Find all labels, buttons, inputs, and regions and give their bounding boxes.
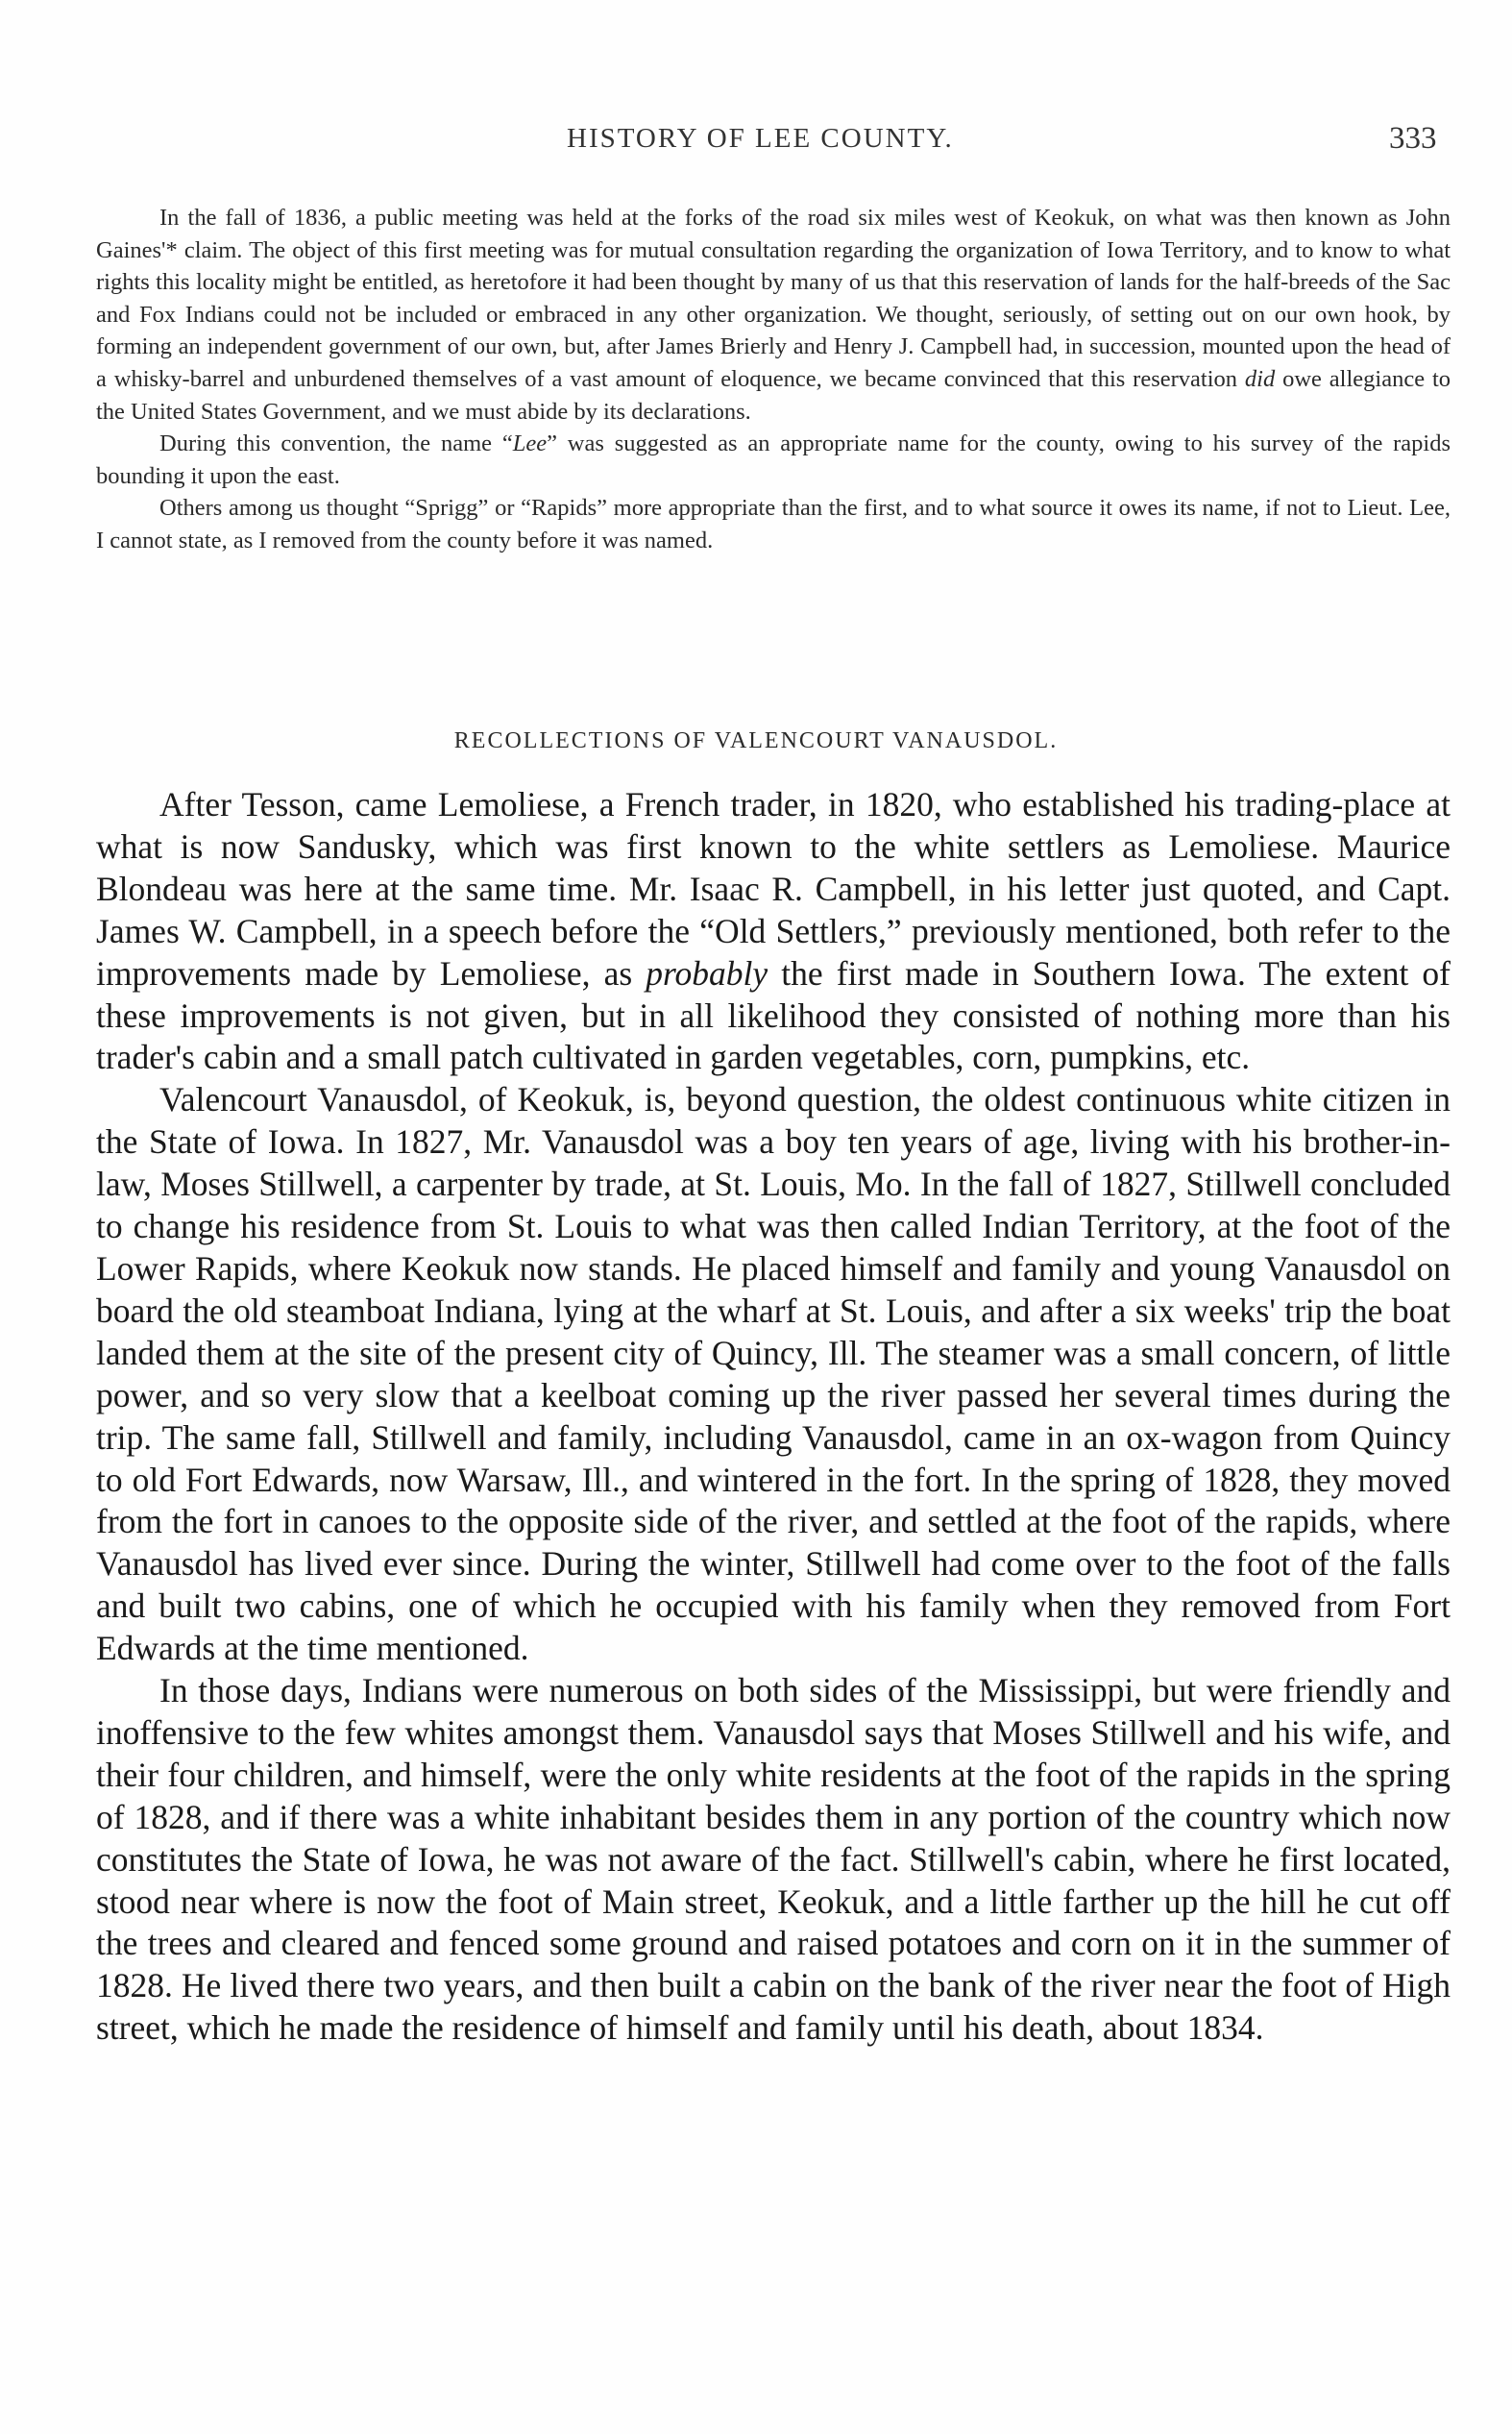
body-emphasis: probably [646, 953, 768, 993]
quote-paragraph [96, 428, 1451, 492]
quote-paragraph [96, 492, 1451, 556]
body-text-run: After Tesson, came Lemoliese, a French trader, in 1820, who established his trading-place at what is now Sandusky, which was first known to the white settlers as Lemoliese. Maurice Blondeau was here at the same time. Mr. Isaac R. Campbell, in his letter just quoted, and Capt. James W. Campbell, in a speech before the “Old Settlers,” previously mentioned, both refer to the improvements made by Lemoliese, as [96, 785, 1451, 993]
body-text [96, 784, 1451, 2050]
quote-text: ” was suggested as an appropriate name for the county, owing to his survey of the rapids bounding it upon the east. [96, 430, 1451, 489]
body-paragraph: Valencourt Vanausdol, of Keokuk, is, beyond question, the oldest continuous white citizen in the State of Iowa. In 1827, Mr. Vanausdol was a boy ten years of age, living with his brother-in-law, Moses Stillwell, a carpenter by trade, at St. Louis, Mo. In the fall of 1827, Stillwell concluded to change his residence from St. Louis to what was then called Indian Territory, at the foot of the Lower Rapids, where Keokuk now stands. He placed himself and family and young Vanausdol on board the old steamboat Indiana, lying at the wharf at St. Louis, and after a six weeks' trip the boat landed them at the site of the present city of Quincy, Ill. The steamer was a small concern, of little power, and so very slow that a keelboat coming up the river passed her several times during the trip. The same fall, Stillwell and family, including Vanausdol, came in an ox-wagon from Quincy to old Fort Edwards, now Warsaw, Ill., and wintered in the fort. In the spring of 1828, they moved from the fort in canoes to the opposite side of the river, and settled at the foot of the rapids, where Vanausdol has lived ever since. During the winter, Stillwell had come over to the foot of the falls and built two cabins, one of which he occupied with his family when they removed from Fort Edwards at the time mentioned. [96, 1080, 1451, 1668]
body-text-run: the first made in Southern Iowa. The extent of these improvements is not given, but in all likelihood they consisted of nothing more than his trader's cabin and a small patch cultivated in garden vegetables, corn, pumpkins, etc. [96, 953, 1451, 1077]
quote-emphasis: Lee [512, 430, 548, 457]
quote-text: During this convention, the name “ [159, 430, 513, 457]
quoted-letter [96, 202, 1451, 557]
page-number: 333 [1389, 121, 1437, 156]
running-header [0, 123, 1512, 161]
quote-text: Others among us thought “Sprigg” or “Rapids” more appropriate than the first, and to what source it owes its name, if not to Lieut. Lee, I cannot state, as I removed from the county before it was named. [96, 495, 1451, 553]
body-paragraph: In those days, Indians were numerous on both sides of the Mississippi, but were friendly and inoffensive to the few whites amongst them. Vanausdol says that Moses Stillwell and his wife, and their four children, and himself, were the only white residents at the foot of the rapids in the spring of 1828, and if there was a white inhabitant besides them in any portion of the country which now constitutes the State of Iowa, he was not aware of the fact. Stillwell's cabin, where he first located, stood near where is now the foot of Main street, Keokuk, and a little farther up the hill he cut off the trees and cleared and fenced some ground and raised potatoes and corn on it in the summer of 1828. He lived there two years, and then built a cabin on the bank of the river near the foot of High street, which he made the residence of himself and family until his death, about 1834. [96, 1671, 1451, 2048]
quote-paragraph [96, 202, 1451, 428]
quote-text: owe allegiance to the United States Government, and we must abide by its declarations. [96, 365, 1451, 425]
body-paragraph [96, 784, 1451, 1079]
quote-emphasis: did [1244, 365, 1276, 392]
running-title: HISTORY OF LEE COUNTY. [567, 123, 954, 154]
quote-text: In the fall of 1836, a public meeting was held at the forks of the road six miles west of Keokuk, on what was then known as John Gaines'* claim. The object of this first meeting was for mutual consultation regarding the organization of Iowa Territory, and to know to what rights this locality might be entitled, as heretofore it had been thought by many of us that this reservation of lands for the half-breeds of the Sac and Fox Indians could not be included or embraced in any other organization. We thought, seriously, of setting out on our own hook, by forming an independent government of our own, but, after James Brierly and Henry J. Campbell had, in succession, mounted upon the head of a whisky-barrel and unburdened themselves of a vast amount of eloquence, we became convinced that this reservation [96, 205, 1451, 392]
section-heading: RECOLLECTIONS OF VALENCOURT VANAUSDOL. [453, 728, 1059, 753]
